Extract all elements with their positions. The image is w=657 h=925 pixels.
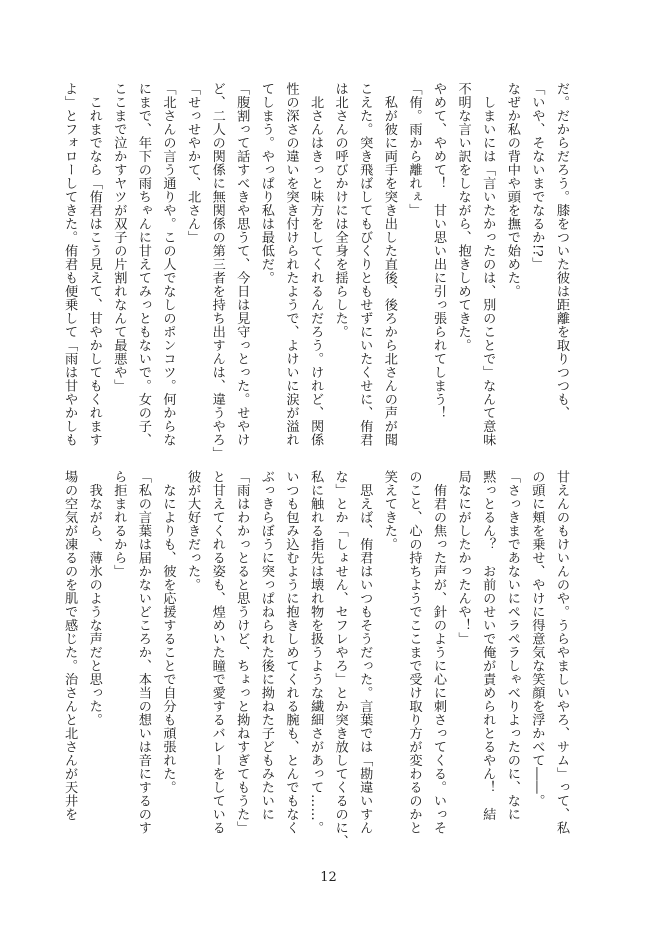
text-line: と甘えてくれる姿も、煌めいた瞳で愛するバレーをしている (209, 470, 225, 835)
text-line: のこと、心の持ちようでここまで受け取り方が変わるのかと (406, 470, 422, 835)
text-line: いつも包み込むように抱きしめてくれる腕も、とんでもなく (283, 470, 299, 835)
text-line: よ」とフォローしてきた。侑君も便乗して「雨は甘やかしも (62, 82, 78, 447)
text-line: 「せっせやかて、北さん」 (185, 82, 201, 244)
text-line: ここまで泣かすヤツが双子の片割れなんて最悪や」 (111, 82, 127, 393)
text-line: これまでなら「侑君はこう見えて、甘やかしてもくれます (86, 82, 102, 447)
text-line: 彼が大好きだった。 (185, 470, 201, 592)
text-line: 性の深さの違いを突き付けられたようで、よけいに涙が溢れ (283, 82, 299, 447)
text-line: 笑えてきた。 (381, 470, 397, 551)
text-line: の頭に頬を乗せ、やけに得意気な笑顔を浮かべて――。 (529, 470, 545, 808)
text-line: 「いや、そないまでなるか!?」 (529, 82, 545, 271)
text-line: 甘えんのもけいんのや。うらやましいやろ、サム」って、私 (554, 470, 569, 835)
text-line: こえた。突き飛ばしてもびくりともせずにいたくせに、侑君 (357, 82, 373, 447)
text-line: 私が彼に両手を突き出した直後、後ろから北さんの声が聞 (381, 82, 397, 447)
text-line: 場の空気が凍るのを肌で感じた。治さんと北さんが天井を (62, 470, 78, 821)
text-line: しまいには「言いたかったのは、別のことで」なんて意味 (480, 82, 496, 447)
text-line: 「雨はわかっとると思うけど、ちょっと拗ねすぎてもうた」 (234, 470, 250, 835)
text-line: ど、二人の関係に無関係の第三者を持ち出すんは、違うやろ」 (209, 82, 225, 460)
text-line: やめて、やめて！ 甘い思い出に引っ張られてしまう！ (431, 82, 447, 420)
text-line: ら拒まれるから」 (111, 470, 127, 578)
text-line: 「さっきまであないにペラペラしゃべりよったのに、なに (504, 470, 520, 821)
text-line: 私に触れる指先は壊れ物を扱うような繊細さがあって……。 (308, 470, 324, 835)
text-line: 不明な言い訳をしながら、抱きしめてきた。 (455, 82, 471, 352)
text-line: 局なにがしたかったんや！」 (455, 470, 471, 646)
text-line: 黙っとるん？ お前のせいで俺が責められとるやん！ 結 (480, 470, 496, 821)
text-line: 思えば、侑君はいつもそうだった。言葉では「勘違いすん (357, 470, 373, 835)
page-number: 12 (320, 870, 337, 885)
text-line: 北さんはきっと味方をしてくれるんだろう。けれど、関係 (308, 82, 324, 447)
top-text-block (62, 82, 573, 460)
text-line: 我ながら、薄氷のような声だと思った。 (86, 470, 102, 727)
text-line: なによりも、彼を応援することで自分も頑張れた。 (160, 470, 176, 794)
text-line: 侑君の焦った声が、針のように心に刺さってくる。いっそ (431, 470, 447, 835)
text-line: にまで、年下の雨ちゃんに甘えてみっともないで。女の子、 (135, 82, 151, 447)
text-line: は北さんの呼びかけには全身を揺らした。 (332, 82, 348, 339)
text-line: ぶっきらぼうに突っぱねられた後に拗ねた子どもみたいに (258, 470, 274, 821)
text-line: 「腹割って話すべきや思うて、今日は見守っとった。せやけ (234, 82, 250, 447)
text-line: だ。だからだろう。膝をついた彼は距離を取りつつも、 (554, 82, 569, 420)
text-line: てしまう。やっぱり私は最低だ。 (258, 82, 274, 285)
text-line: 「侑。雨から離れぇ」 (406, 82, 422, 217)
bottom-text-block (62, 470, 573, 848)
text-line: な」とか「しょせん、セフレやろ」とか突き放してくるのに、 (332, 470, 348, 848)
text-line: なぜか私の背中や頭を撫で始めた。 (504, 82, 520, 298)
text-line: 「北さんの言う通りや。この人でなしのポンコツ。何からな (160, 82, 176, 447)
text-line: 「私の言葉は届かないどころか、本当の想いは音にするのす (135, 470, 151, 835)
